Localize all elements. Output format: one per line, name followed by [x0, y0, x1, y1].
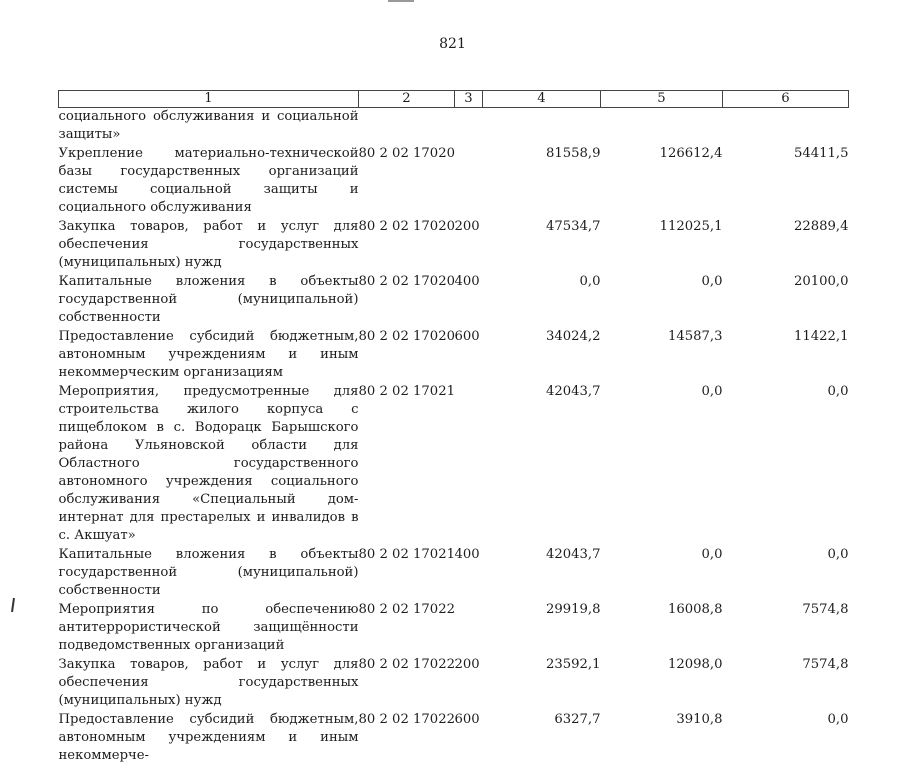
- table-row: [59, 383, 849, 546]
- row-value-col5: 112025,1: [601, 218, 723, 273]
- row-value-col6: 11422,1: [723, 328, 849, 383]
- row-code: 80 2 02 17021: [359, 546, 455, 601]
- row-expense-type: [455, 601, 483, 656]
- row-expense-type: [455, 145, 483, 218]
- row-expense-type: 600: [455, 711, 483, 766]
- table-row: [59, 145, 849, 218]
- row-value-col4: 6327,7: [483, 711, 601, 766]
- row-description: социального обслуживания и социальной защиты»: [59, 108, 359, 146]
- row-value-col6: 0,0: [723, 383, 849, 546]
- row-value-col4: 81558,9: [483, 145, 601, 218]
- table-row: [59, 273, 849, 328]
- row-code: 80 2 02 17020: [359, 273, 455, 328]
- column-header-5: 5: [601, 91, 723, 108]
- row-description: Предоставление субсидий бюджетным, автономным учреждениям и иным некоммерче-: [59, 711, 359, 766]
- column-header-6: 6: [723, 91, 849, 108]
- margin-mark: [11, 598, 15, 612]
- row-value-col4: 0,0: [483, 273, 601, 328]
- row-value-col5: 0,0: [601, 546, 723, 601]
- budget-table: [58, 90, 849, 766]
- table-row: [59, 601, 849, 656]
- row-description: Закупка товаров, работ и услуг для обеспечения государственных (муниципальных) нужд: [59, 218, 359, 273]
- table-body: [59, 108, 849, 766]
- page-number: 821: [0, 36, 905, 52]
- row-value-col4: 42043,7: [483, 546, 601, 601]
- row-expense-type: [455, 108, 483, 146]
- row-expense-type: 400: [455, 546, 483, 601]
- row-expense-type: [455, 383, 483, 546]
- row-code: 80 2 02 17020: [359, 218, 455, 273]
- row-expense-type: 200: [455, 218, 483, 273]
- row-value-col5: 126612,4: [601, 145, 723, 218]
- row-value-col4: 23592,1: [483, 656, 601, 711]
- row-description: Капитальные вложения в объекты государственной (муниципальной) собственности: [59, 546, 359, 601]
- row-value-col5: 0,0: [601, 273, 723, 328]
- table-row: [59, 711, 849, 766]
- row-value-col4: 34024,2: [483, 328, 601, 383]
- row-value-col6: 54411,5: [723, 145, 849, 218]
- row-value-col6: 7574,8: [723, 601, 849, 656]
- column-header-2: 2: [359, 91, 455, 108]
- row-code: 80 2 02 17021: [359, 383, 455, 546]
- row-value-col5: 3910,8: [601, 711, 723, 766]
- row-value-col6: [723, 108, 849, 146]
- table-row: [59, 546, 849, 601]
- row-code: [359, 108, 455, 146]
- table-row: [59, 656, 849, 711]
- row-description: Мероприятия по обеспечению антитеррористической защищённости подведомственных организаций: [59, 601, 359, 656]
- row-expense-type: 600: [455, 328, 483, 383]
- row-description: Капитальные вложения в объекты государственной (муниципальной) собственности: [59, 273, 359, 328]
- table-header-row: [59, 91, 849, 108]
- row-expense-type: 400: [455, 273, 483, 328]
- row-value-col5: 16008,8: [601, 601, 723, 656]
- table-row: [59, 328, 849, 383]
- row-code: 80 2 02 17020: [359, 145, 455, 218]
- row-value-col4: 42043,7: [483, 383, 601, 546]
- row-value-col6: 0,0: [723, 546, 849, 601]
- row-value-col5: [601, 108, 723, 146]
- row-code: 80 2 02 17022: [359, 656, 455, 711]
- scan-edge-mark: [388, 0, 414, 2]
- column-header-3: 3: [455, 91, 483, 108]
- row-value-col6: 22889,4: [723, 218, 849, 273]
- row-value-col4: 29919,8: [483, 601, 601, 656]
- row-description: Предоставление субсидий бюджетным, автономным учреждениям и иным некоммерческим организациям: [59, 328, 359, 383]
- table-row: [59, 218, 849, 273]
- column-header-4: 4: [483, 91, 601, 108]
- row-value-col5: 14587,3: [601, 328, 723, 383]
- row-value-col6: 0,0: [723, 711, 849, 766]
- row-description: Закупка товаров, работ и услуг для обеспечения государственных (муниципальных) нужд: [59, 656, 359, 711]
- table-row: [59, 108, 849, 146]
- row-value-col4: 47534,7: [483, 218, 601, 273]
- row-value-col5: 0,0: [601, 383, 723, 546]
- row-value-col6: 7574,8: [723, 656, 849, 711]
- row-value-col5: 12098,0: [601, 656, 723, 711]
- row-value-col4: [483, 108, 601, 146]
- row-code: 80 2 02 17022: [359, 601, 455, 656]
- row-code: 80 2 02 17022: [359, 711, 455, 766]
- row-value-col6: 20100,0: [723, 273, 849, 328]
- row-expense-type: 200: [455, 656, 483, 711]
- column-header-1: 1: [59, 91, 359, 108]
- row-description: Мероприятия, предусмотренные для строительства жилого корпуса с пищеблоком в с. Водорацк Барышского района Ульяновской области для Областного государственного автономного учреждения социального обслуживания «Специальный дом-интернат для престарелых и инвалидов в с. Акшуат»: [59, 383, 359, 546]
- row-code: 80 2 02 17020: [359, 328, 455, 383]
- row-description: Укрепление материально-технической базы государственных организаций системы социальной защиты и социального обслуживания: [59, 145, 359, 218]
